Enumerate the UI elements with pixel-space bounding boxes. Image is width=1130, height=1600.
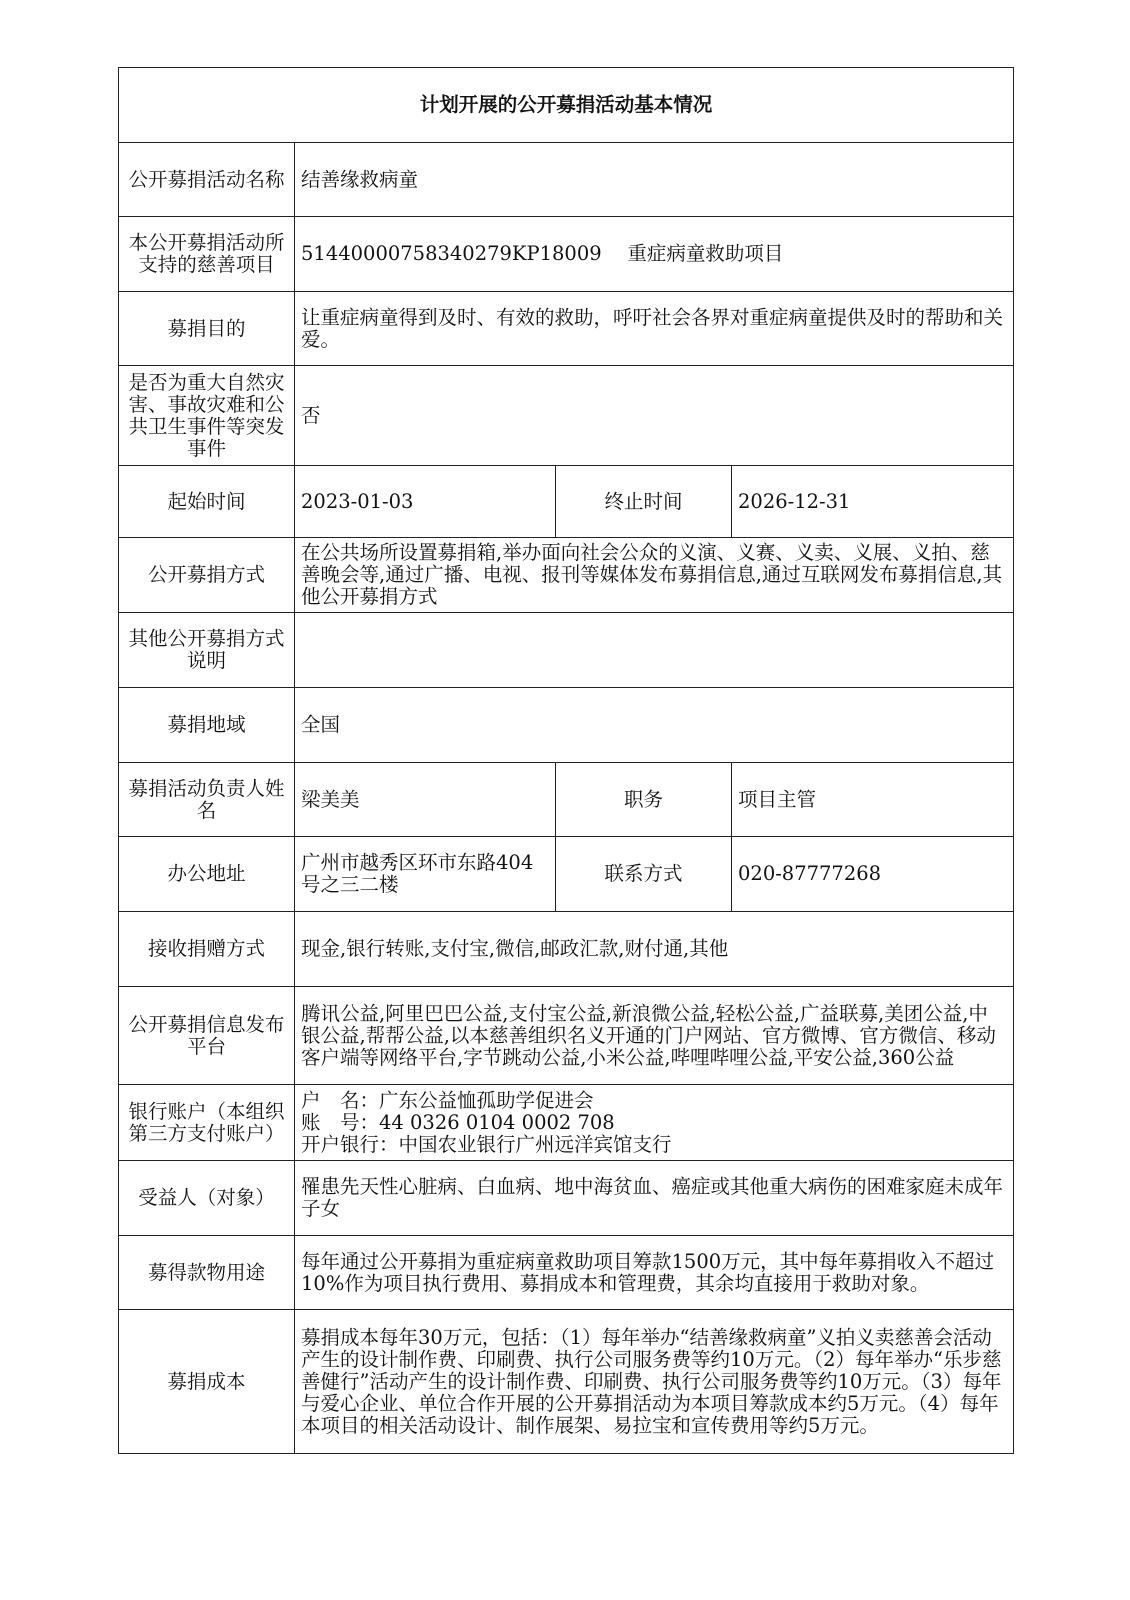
supported-project-label: 本公开募捐活动所支持的慈善项目 <box>119 217 295 292</box>
row-other-method <box>119 613 1014 688</box>
usage-value: 每年通过公开募捐为重症病童救助项目筹款1500万元，其中每年募捐收入不超过10%作为项目执行费用、募捐成本和管理费，其余均直接用于救助对象。 <box>295 1236 1014 1310</box>
bank-info <box>295 1085 1014 1161</box>
row-donation-method <box>119 912 1014 987</box>
region-value: 全国 <box>295 688 1014 763</box>
person-title-label: 职务 <box>556 763 732 837</box>
cost-label: 募捐成本 <box>119 1310 295 1454</box>
purpose-label: 募捐目的 <box>119 292 295 366</box>
row-purpose <box>119 292 1014 366</box>
platform-label: 公开募捐信息发布平台 <box>119 987 295 1085</box>
person-name-value: 梁美美 <box>295 763 556 837</box>
person-name-label: 募捐活动负责人姓名 <box>119 763 295 837</box>
page-title: 计划开展的公开募捐活动基本情况 <box>119 68 1014 143</box>
bank-name: 开户银行：中国农业银行广州远洋宾馆支行 <box>301 1132 672 1156</box>
contact-value: 020-87777268 <box>732 837 1014 912</box>
other-method-value <box>295 613 1014 688</box>
emergency-label: 是否为重大自然灾害、事故灾难和公共卫生事件等突发事件 <box>119 366 295 466</box>
activity-name-label: 公开募捐活动名称 <box>119 143 295 217</box>
bank-label: 银行账户（本组织第三方支付账户） <box>119 1085 295 1161</box>
row-period <box>119 466 1014 538</box>
cost-value: 募捐成本每年30万元，包括：（1）每年举办“结善缘救病童”义拍义卖慈善会活动产生的设计制作费、印刷费、执行公司服务费等约10万元。（2）每年举办“乐步慈善健行”活动产生的设计制作费、印刷费、执行公司服务费等约10万元。（3）每年与爱心企业、单位合作开展的公开募捐活动为本项目筹款成本约5万元。（4）每年本项目的相关活动设计、制作展架、易拉宝和宣传费用等约5万元。 <box>295 1310 1014 1454</box>
end-time-value: 2026-12-31 <box>732 466 1014 538</box>
row-region <box>119 688 1014 763</box>
region-label: 募捐地域 <box>119 688 295 763</box>
purpose-value: 让重症病童得到及时、有效的救助，呼吁社会各界对重症病童提供及时的帮助和关爱。 <box>295 292 1014 366</box>
row-activity-name <box>119 143 1014 217</box>
activity-name-value: 结善缘救病童 <box>295 143 1014 217</box>
start-time-value: 2023-01-03 <box>295 466 556 538</box>
bank-account-name: 户 名：广东公益恤孤助学促进会 <box>301 1088 594 1112</box>
row-usage <box>119 1236 1014 1310</box>
supported-project-value: 51440000758340279KP18009 重症病童救助项目 <box>295 217 1014 292</box>
office-address-label: 办公地址 <box>119 837 295 912</box>
row-beneficiary <box>119 1161 1014 1236</box>
emergency-value: 否 <box>295 366 1014 466</box>
other-method-label: 其他公开募捐方式说明 <box>119 613 295 688</box>
method-label: 公开募捐方式 <box>119 538 295 613</box>
donation-method-value: 现金,银行转账,支付宝,微信,邮政汇款,财付通,其他 <box>295 912 1014 987</box>
row-supported-project <box>119 217 1014 292</box>
contact-label: 联系方式 <box>556 837 732 912</box>
row-method <box>119 538 1014 613</box>
row-emergency <box>119 366 1014 466</box>
fundraising-info-table <box>118 67 1014 1454</box>
start-time-label: 起始时间 <box>119 466 295 538</box>
bank-account-number: 账 号：44 0326 0104 0002 708 <box>301 1110 615 1134</box>
usage-label: 募得款物用途 <box>119 1236 295 1310</box>
method-value: 在公共场所设置募捐箱,举办面向社会公众的义演、义赛、义卖、义展、义拍、慈善晚会等,通过广播、电视、报刊等媒体发布募捐信息,通过互联网发布募捐信息,其他公开募捐方式 <box>295 538 1014 613</box>
row-platform <box>119 987 1014 1085</box>
row-office <box>119 837 1014 912</box>
end-time-label: 终止时间 <box>556 466 732 538</box>
office-address-value: 广州市越秀区环市东路404号之三二楼 <box>295 837 556 912</box>
row-cost <box>119 1310 1014 1454</box>
donation-method-label: 接收捐赠方式 <box>119 912 295 987</box>
beneficiary-label: 受益人（对象） <box>119 1161 295 1236</box>
platform-value: 腾讯公益,阿里巴巴公益,支付宝公益,新浪微公益,轻松公益,广益联募,美团公益,中银公益,帮帮公益,以本慈善组织名义开通的门户网站、官方微博、官方微信、移动客户端等网络平台,字节跳动公益,小米公益,哔哩哔哩公益,平安公益,360公益 <box>295 987 1014 1085</box>
beneficiary-value: 罹患先天性心脏病、白血病、地中海贫血、癌症或其他重大病伤的困难家庭未成年子女 <box>295 1161 1014 1236</box>
row-bank <box>119 1085 1014 1161</box>
row-person <box>119 763 1014 837</box>
person-title-value: 项目主管 <box>732 763 1014 837</box>
title-row <box>119 68 1014 143</box>
